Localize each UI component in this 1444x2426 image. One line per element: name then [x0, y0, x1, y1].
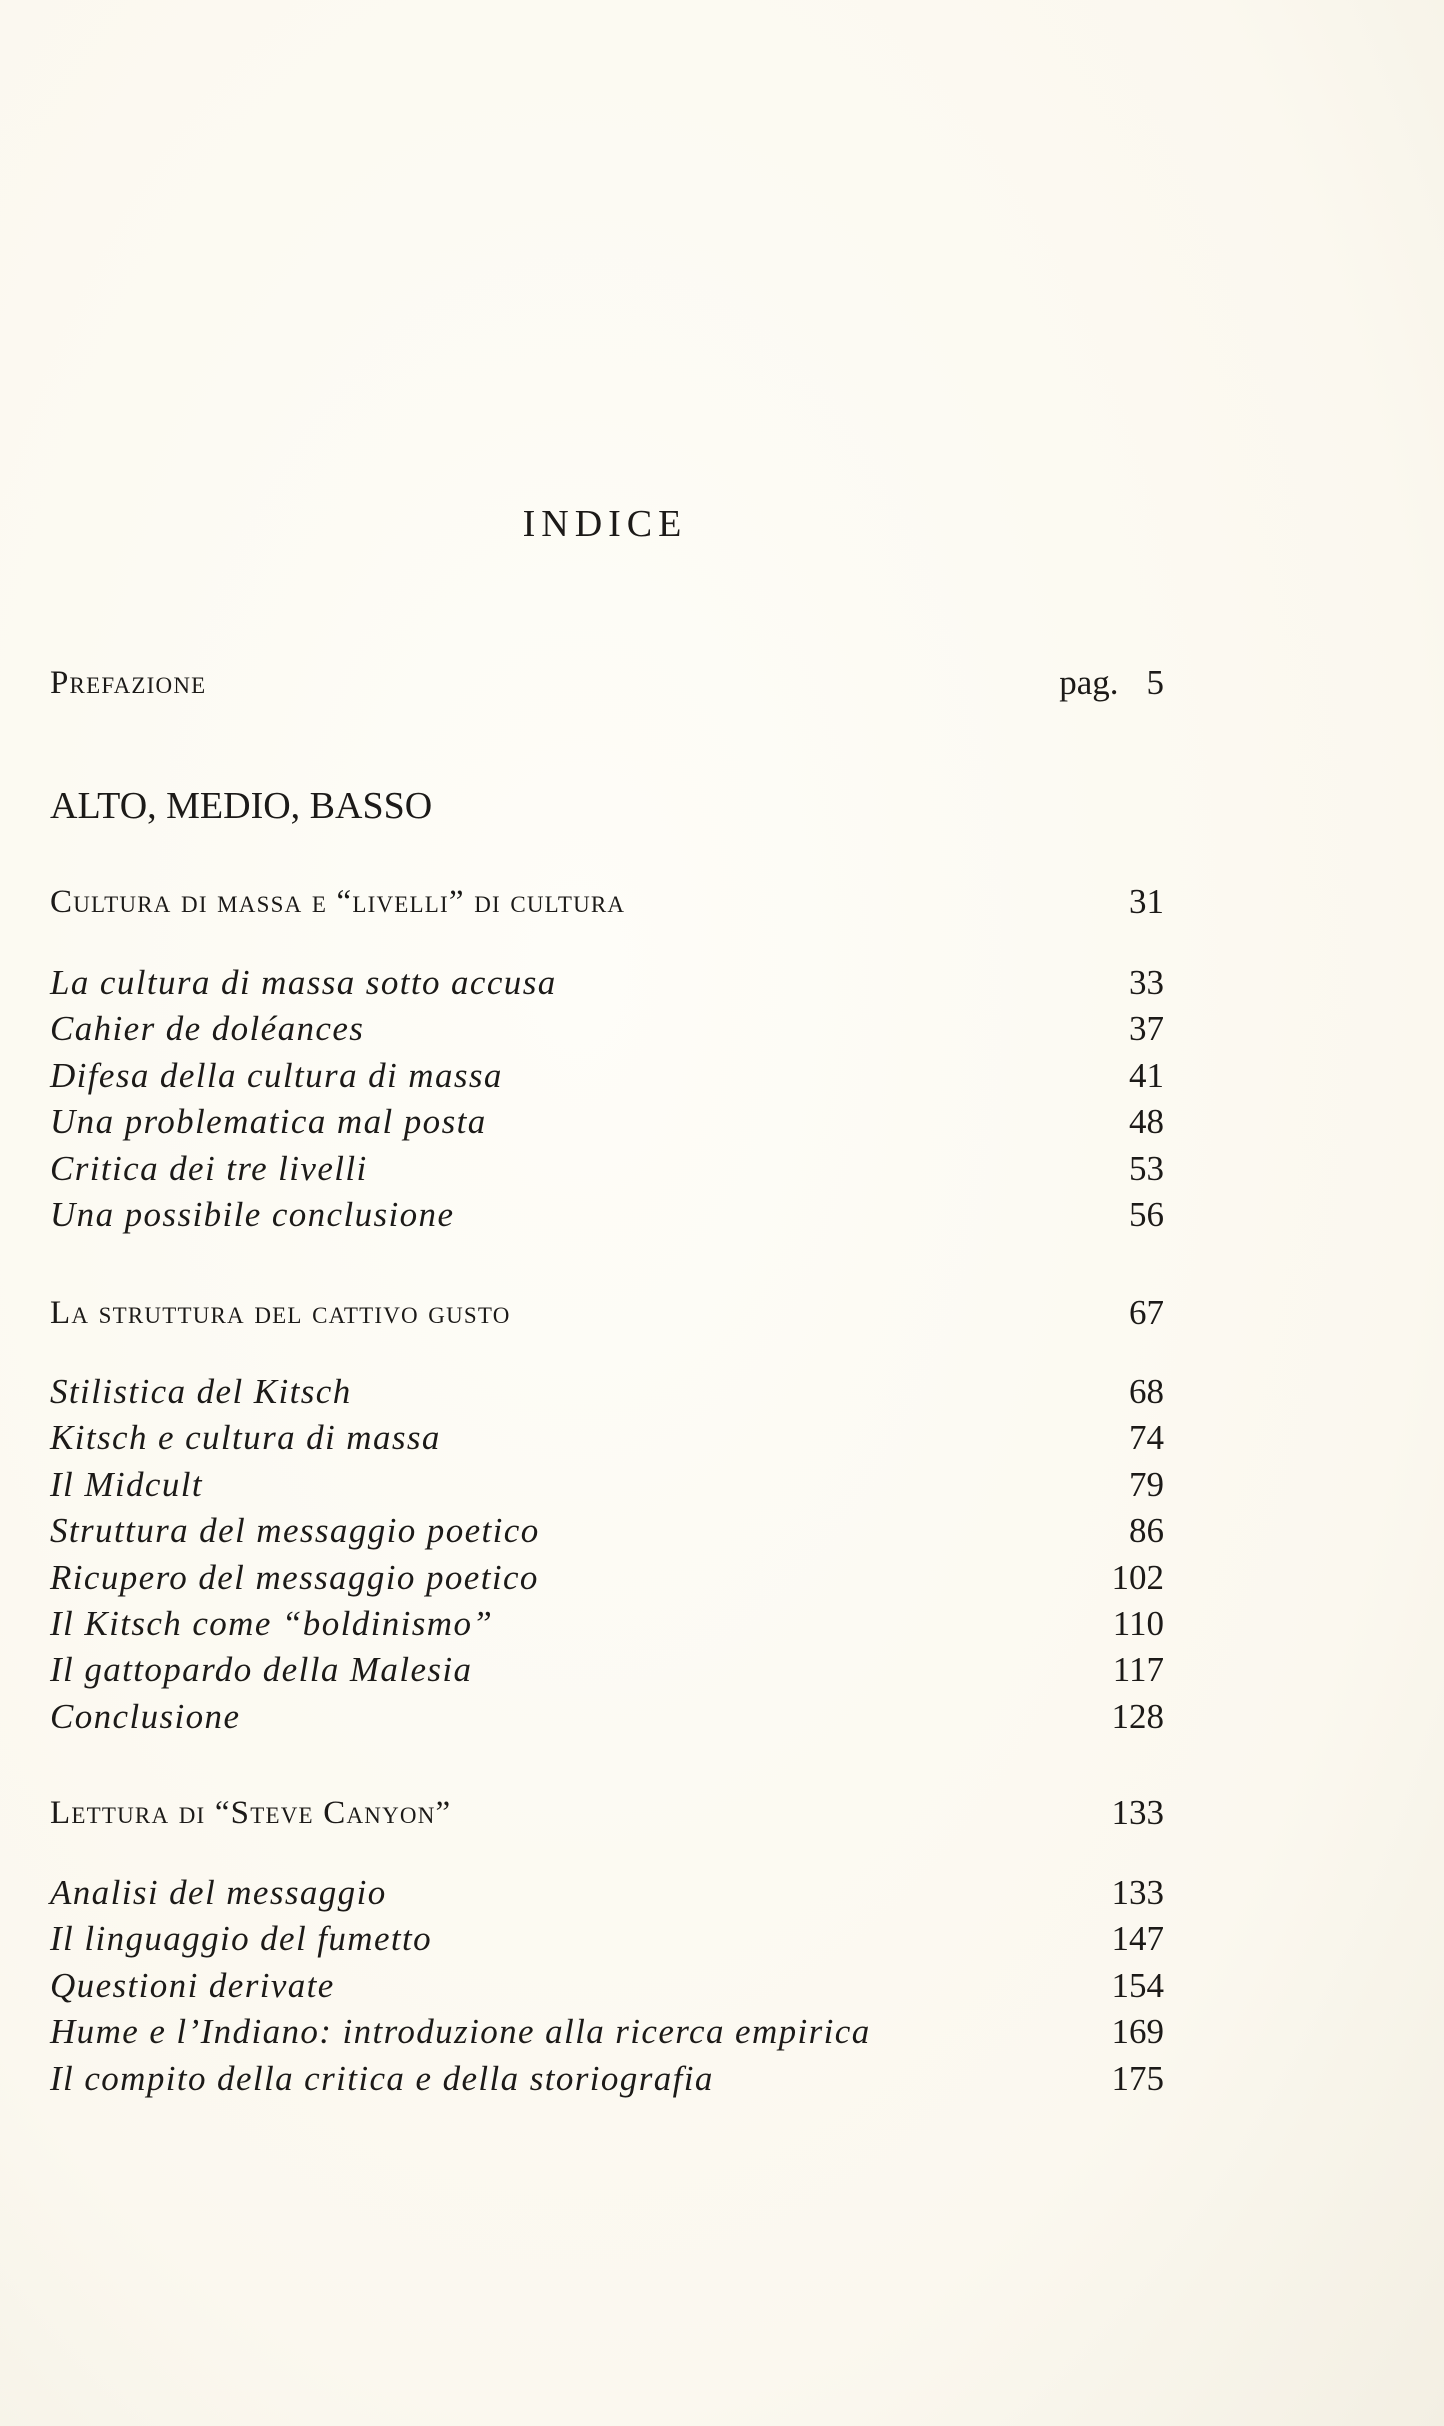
toc-entry [50, 1916, 1164, 1962]
toc-entry [50, 1146, 1164, 1192]
entry-page: 175 [1111, 2058, 1164, 2098]
entry-label: Struttura del messaggio poetico [50, 1511, 540, 1551]
section-title: La struttura del cattivo gusto [50, 1295, 511, 1331]
toc-entry [50, 1099, 1164, 1145]
entry-label: La cultura di massa sotto accusa [50, 963, 557, 1002]
entry-page: 128 [1111, 1696, 1164, 1736]
entry-page: 133 [1111, 1873, 1164, 1912]
toc-section [50, 879, 1164, 925]
entry-page: 147 [1111, 1919, 1164, 1959]
toc-entry [50, 1053, 1164, 1099]
toc-entry [50, 1555, 1164, 1601]
entry-label: Kitsch e cultura di massa [50, 1418, 441, 1458]
entry-page: 5 [1146, 663, 1164, 702]
entry-page: 41 [1129, 1055, 1164, 1095]
entry-page: 53 [1129, 1148, 1164, 1188]
toc-entry [50, 1369, 1164, 1415]
entry-page: 56 [1129, 1195, 1164, 1234]
entry-label: Una problematica mal posta [50, 1102, 487, 1142]
entry-label: Critica dei tre livelli [50, 1148, 368, 1188]
entry-label: Stilistica del Kitsch [50, 1372, 352, 1411]
toc-entry [50, 2056, 1164, 2102]
toc-section [50, 1290, 1164, 1336]
entry-page: 68 [1129, 1372, 1164, 1411]
toc-entry [50, 960, 1164, 1006]
page-title: INDICE [522, 503, 688, 545]
toc-entry [50, 1006, 1164, 1052]
toc-entry [50, 1415, 1164, 1461]
entry-label: Analisi del messaggio [50, 1873, 387, 1912]
toc-entry-preface [50, 660, 1164, 706]
entry-label: Il compito della critica e della storiografia [50, 2058, 714, 2098]
entry-page: 169 [1111, 2012, 1164, 2052]
part-title-text: ALTO, MEDIO, BASSO [50, 785, 433, 827]
toc-entry [50, 1462, 1164, 1508]
entry-label: Hume e l’Indiano: introduzione alla ricerca empirica [50, 2012, 871, 2052]
entry-label: Il Kitsch come “boldinismo” [50, 1604, 494, 1643]
toc-entry [50, 1694, 1164, 1740]
entry-page: 74 [1129, 1418, 1164, 1458]
entry-page: 117 [1112, 1650, 1164, 1690]
entry-label: Cahier de doléances [50, 1009, 365, 1049]
entry-label: Il Midcult [50, 1464, 203, 1504]
part-title [50, 783, 1164, 829]
section-title: Lettura di “Steve Canyon” [50, 1795, 452, 1831]
entry-page: 37 [1129, 1009, 1164, 1049]
toc-entry [50, 1870, 1164, 1916]
toc-entry [50, 1963, 1164, 2009]
entry-page: 79 [1129, 1464, 1164, 1504]
entry-page: 48 [1129, 1102, 1164, 1142]
entry-label: Prefazione [50, 665, 207, 701]
entry-page: 102 [1111, 1557, 1164, 1597]
entry-label: Ricupero del messaggio poetico [50, 1557, 539, 1597]
entry-page: 33 [1129, 963, 1164, 1002]
section-title: Cultura di massa e “livelli” di cultura [50, 884, 626, 920]
entry-label: Il gattopardo della Malesia [50, 1650, 473, 1690]
entry-label: Difesa della cultura di massa [50, 1055, 503, 1095]
section-page: 31 [1129, 882, 1164, 921]
toc-entry [50, 1647, 1164, 1693]
entry-label: Conclusione [50, 1696, 241, 1736]
toc-entry [50, 1192, 1164, 1238]
section-page: 67 [1129, 1293, 1164, 1332]
toc-entry [50, 1601, 1164, 1647]
entry-page: 86 [1129, 1511, 1164, 1551]
toc-entry [50, 2009, 1164, 2055]
section-page: 133 [1111, 1793, 1164, 1832]
toc-entry [50, 1508, 1164, 1554]
entry-page: 154 [1111, 1965, 1164, 2005]
toc-section [50, 1790, 1164, 1836]
pag-label: pag. [1059, 663, 1119, 702]
entry-label: Una possibile conclusione [50, 1195, 455, 1234]
entry-label: Questioni derivate [50, 1965, 335, 2005]
entry-label: Il linguaggio del fumetto [50, 1919, 433, 1959]
entry-page: 110 [1112, 1604, 1164, 1643]
